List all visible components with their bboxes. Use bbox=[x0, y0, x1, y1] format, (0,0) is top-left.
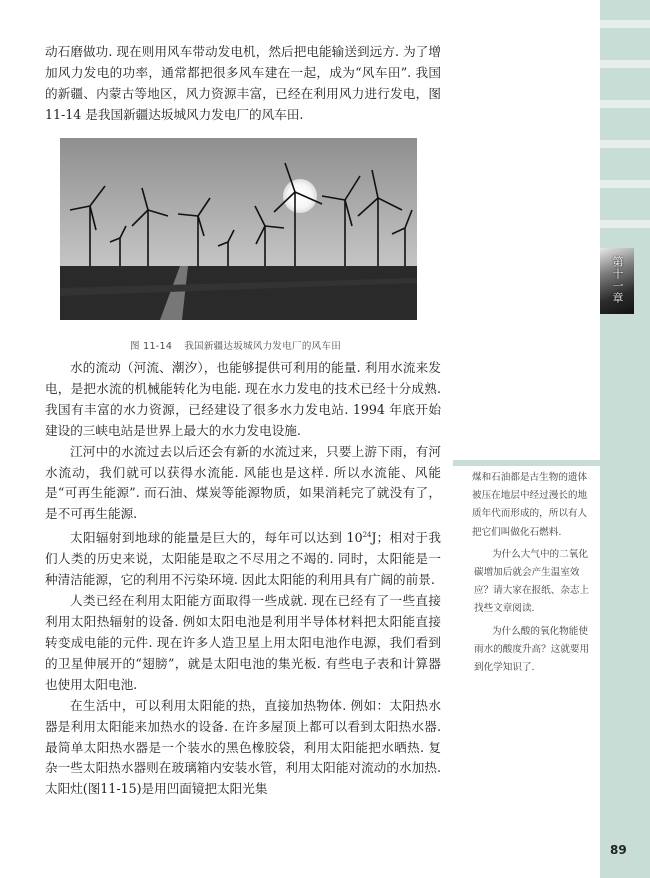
band-stripe bbox=[600, 20, 650, 28]
band-stripe bbox=[600, 100, 650, 108]
figure-caption bbox=[130, 338, 341, 352]
side-note-2: 为什么大气中的二氧化碳增加后就会产生温室效应？请大家在报纸、杂志上找些文章阅读. bbox=[474, 548, 590, 615]
paragraph-1-text: 动石磨做功. 现在则用风车带动发电机，然后把电能输送到远方. 为了增加风力发电的功率，通常都把很多风车建在一起，成为“风车田”. 我国的新疆、内蒙古等地区，风力资源丰富，已经在利用风力进行发电，图 11-14 是我国新疆达坂城风力发电厂的风车田. bbox=[45, 44, 441, 122]
band-stripe bbox=[600, 220, 650, 228]
paragraph-4-text-b: J；相对于我们人类的历史来说，太阳能是取之不尽用之不竭的. 同时，太阳能是一种清洁能源，它的利用不污染环境. 因此太阳能的利用具有广阔的前景. bbox=[45, 530, 441, 588]
figure-caption-text: 我国新疆达坂城风力发电厂的风车田 bbox=[184, 341, 342, 352]
wind-farm-image bbox=[60, 138, 417, 320]
chapter-tab-label: 第十一章 bbox=[611, 256, 624, 304]
exponent: 24 bbox=[362, 531, 372, 540]
paragraph-2: 水的流动（河流、潮汐），也能够提供可利用的能量. 利用水流来发电，是把水流的机械能转化为电能. 现在水力发电的技术已经十分成熟. 我国有丰富的水力资源，已经建设了很多水力发电站. 1994 年底开始建设的三峡电站是世界上最大的水力发电设施. bbox=[45, 360, 441, 438]
paragraph-1 bbox=[45, 42, 441, 126]
band-stripe bbox=[600, 60, 650, 68]
side-note-3: 为什么酸的氧化物能使雨水的酸度升高？这就要用到化学知识了. bbox=[474, 625, 590, 674]
margin-band bbox=[600, 0, 650, 878]
band-stripe bbox=[600, 180, 650, 188]
main-text bbox=[45, 358, 441, 800]
paragraph-5: 人类已经在利用太阳能方面取得一些成就. 现在已经有了一些直接利用太阳热辐射的设备. 例如太阳电池是利用半导体材料把太阳能直接转变成电能的元件. 现在许多人造卫星上用太阳电池作电源，我们看到的卫星伸展开的“翅膀”，就是太阳电池的集光板. 有些电子表和计算器也使用太阳电池. bbox=[45, 593, 441, 692]
side-note-rule bbox=[453, 460, 600, 466]
paragraph-3: 江河中的水流过去以后还会有新的水流过来，只要上游下雨，有河水流动，我们就可以获得水流能. 风能也是这样. 所以水流能、风能是“可再生能源”. 而石油、煤炭等能源物质，如果消耗完了就没有了，是不可再生能源. bbox=[45, 443, 441, 522]
paragraph-4-text-a: 太阳辐射到地球的能量是巨大的，每年可以达到 10 bbox=[70, 530, 363, 546]
side-note-1: 煤和石油都是古生物的遗体被压在地层中经过漫长的地质年代而形成的，所以有人把它们叫做化石燃料. bbox=[472, 472, 588, 538]
page-number: 89 bbox=[610, 843, 627, 857]
paragraph-4 bbox=[45, 525, 441, 591]
paragraph-6: 在生活中，可以利用太阳能的热，直接加热物体. 例如：太阳热水器是利用太阳能来加热水的设备. 在许多屋顶上都可以看到太阳热水器. 最简单太阳热水器是一个装水的黑色橡胶袋，利用太阳能把水晒热. 复杂一些太阳热水器则在玻璃箱内安装水管，利用太阳能对流动的水加热. 太阳灶(图11-15)是用凹面镜把太阳光集 bbox=[45, 697, 441, 797]
band-stripe bbox=[600, 140, 650, 148]
chapter-tab[interactable] bbox=[600, 248, 634, 314]
side-note bbox=[474, 469, 594, 681]
figure-number: 图 11-14 bbox=[130, 341, 173, 352]
wind-farm-photo bbox=[60, 138, 417, 320]
